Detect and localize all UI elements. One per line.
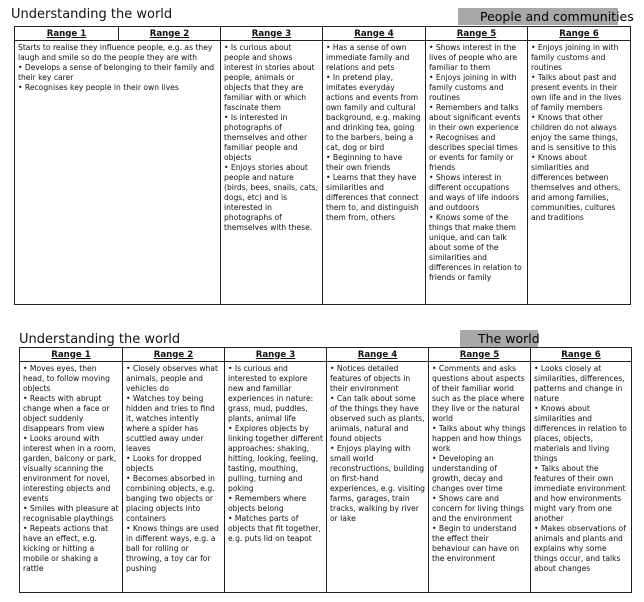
table-header-row — [15, 27, 631, 41]
range-3-cell — [225, 362, 327, 593]
cell-text: • Knows about similarities and differences in relation to places, objects, materials and living things — [534, 404, 627, 464]
table-header-row — [20, 348, 632, 362]
cell-text: • Knows some of the things that make them unique, and can talk about some of the similarities and differences in relation to friends or family — [429, 213, 522, 283]
section2-title: Understanding the world — [19, 332, 181, 347]
table-row — [20, 362, 632, 593]
range-header: Range 2 — [119, 27, 221, 41]
range-6-cell — [531, 362, 632, 593]
cell-text: • Reacts with abrupt change when a face or object suddenly disappears from view — [23, 394, 110, 434]
range-header: Range 4 — [327, 348, 429, 362]
cell-text: • Has a sense of own immediate family and relations and pets — [326, 43, 410, 73]
range-5-cell — [429, 362, 531, 593]
cell-text: • Enjoys stories about people and nature (birds, bees, snails, cats, dogs, etc) and is interested in photographs of themselves with these. — [224, 163, 319, 233]
cell-text: • Remembers where objects belong — [228, 494, 307, 514]
cell-text: • Looks closely at similarities, differences, patterns and change in nature — [534, 364, 625, 404]
range-4-cell — [323, 41, 426, 305]
range-6-cell — [528, 41, 631, 305]
cell-text: • Watches toy being hidden and tries to find it, watches intently where a spider has scuttled away under leaves — [126, 394, 215, 454]
cell-text: • Developing an understanding of growth, decay and changes over time — [432, 454, 503, 494]
range-header: Range 6 — [528, 27, 631, 41]
cell-text: • Recognises key people in their own lives — [18, 83, 179, 93]
range-1-cell — [20, 362, 123, 593]
cell-text: • Beginning to have their own friends — [326, 153, 403, 173]
range-header: Range 1 — [20, 348, 123, 362]
range-header: Range 5 — [426, 27, 528, 41]
cell-text: • Enjoys joining in with family customs and routines — [429, 73, 517, 103]
section1-title: Understanding the world — [11, 7, 173, 22]
cell-text: • Shows interest in different occupations and ways of life indoors and outdoors — [429, 173, 520, 213]
cell-text: • Becomes absorbed in combining objects, e.g. banging two objects or placing objects into containers — [126, 474, 215, 524]
table-row — [15, 41, 631, 305]
cell-text: • Closely observes what animals, people and vehicles do — [126, 364, 219, 394]
cell-text: • Begin to understand the effect their behaviour can have on the environment — [432, 524, 520, 564]
cell-text: • Enjoys playing with small world reconstructions, building on first-hand experiences, e.g. visiting farms, garages, train tracks, walking by river or lake — [330, 444, 425, 524]
cell-text: • Enjoys joining in with family customs and routines — [531, 43, 619, 73]
cell-text: • Repeats actions that have an effect, e.g. kicking or hitting a mobile or shaking a rattle — [23, 524, 109, 574]
range-header: Range 5 — [429, 348, 531, 362]
section1-banner: People and communities — [458, 8, 618, 25]
cell-text: • Remembers and talks about significant events in their own experience — [429, 103, 521, 133]
range-header: Range 6 — [531, 348, 632, 362]
cell-text: • Shows interest in the lives of people who are familiar to them — [429, 43, 518, 73]
cell-text: • Talks about past and present events in their own life and in the lives of family members — [531, 73, 622, 113]
range-5-cell — [426, 41, 528, 305]
cell-text: • Comments and asks questions about aspects of their familiar world such as the place where they live or the natural world — [432, 364, 525, 424]
cell-text: • Talks about the features of their own immediate environment and how environments might vary from one another — [534, 464, 626, 524]
range-header: Range 2 — [123, 348, 225, 362]
range-2-cell — [123, 362, 225, 593]
the-world-table — [19, 347, 632, 593]
cell-text: • Notices detailed features of objects in their environment — [330, 364, 411, 394]
cell-text: • Knows about similarities and differences between themselves and others, and among families, communities, cultures and traditions — [531, 153, 621, 223]
range-3-cell — [221, 41, 323, 305]
cell-text: • Makes observations of animals and plants and explains why some things occur, and talks about changes — [534, 524, 626, 574]
cell-text: • Recognises and describes special times or events for family or friends — [429, 133, 518, 173]
cell-text: • Is curious and interested to explore new and familiar experiences in nature: grass, mud, puddles, plants, animal life — [228, 364, 314, 424]
range-header: Range 3 — [221, 27, 323, 41]
cell-text: • Knows things are used in different ways, e.g. a ball for rolling or throwing, a toy car for pushing — [126, 524, 219, 574]
cell-text: • Learns that they have similarities and differences that connect them to, and distinguish them from, others — [326, 173, 419, 223]
cell-text: • Can talk about some of the things they have observed such as plants, animals, natural and found objects — [330, 394, 425, 444]
cell-text: • Knows that other children do not always enjoy the same things, and is sensitive to this — [531, 113, 619, 153]
cell-text: • Moves eyes, then head, to follow moving objects — [23, 364, 110, 394]
cell-text: • In pretend play, imitates everyday actions and events from own family and cultural background, e.g. making and drinking tea, going to the barbers, being a cat, dog or bird — [326, 73, 421, 153]
cell-text: • Talks about why things happen and how things work — [432, 424, 526, 454]
cell-text: • Shows care and concern for living things and the environment — [432, 494, 524, 524]
cell-text: • Looks around with interest when in a room, garden, balcony or park, visually scanning the environment for novel, interesting objects and events — [23, 434, 117, 504]
range-4-cell — [327, 362, 429, 593]
cell-text: • Smiles with pleasure at recognisable playthings — [23, 504, 119, 524]
section2-banner: The world — [460, 330, 538, 347]
range-header: Range 3 — [225, 348, 327, 362]
cell-text: • Is interested in photographs of themselves and other familiar people and objects — [224, 113, 308, 163]
range-header: Range 1 — [15, 27, 119, 41]
cell-text: • Looks for dropped objects — [126, 454, 202, 474]
cell-text: • Explores objects by linking together different approaches: shaking, hitting, looking, feeling, tasting, mouthing, pulling, turning and poking — [228, 424, 323, 494]
cell-text: • Develops a sense of belonging to their family and their key carer — [18, 63, 215, 83]
range-1-2-cell — [15, 41, 221, 305]
cell-text: • Is curious about people and shows interest in stories about people, animals or objects that they are familiar with or which fascinate them — [224, 43, 315, 113]
people-communities-table — [14, 26, 631, 305]
cell-text: • Matches parts of objects that fit together, e.g. puts lid on teapot — [228, 514, 321, 544]
cell-text: Starts to realise they influence people, e.g. as they laugh and smile so do the people they are with — [18, 43, 213, 63]
range-header: Range 4 — [323, 27, 426, 41]
